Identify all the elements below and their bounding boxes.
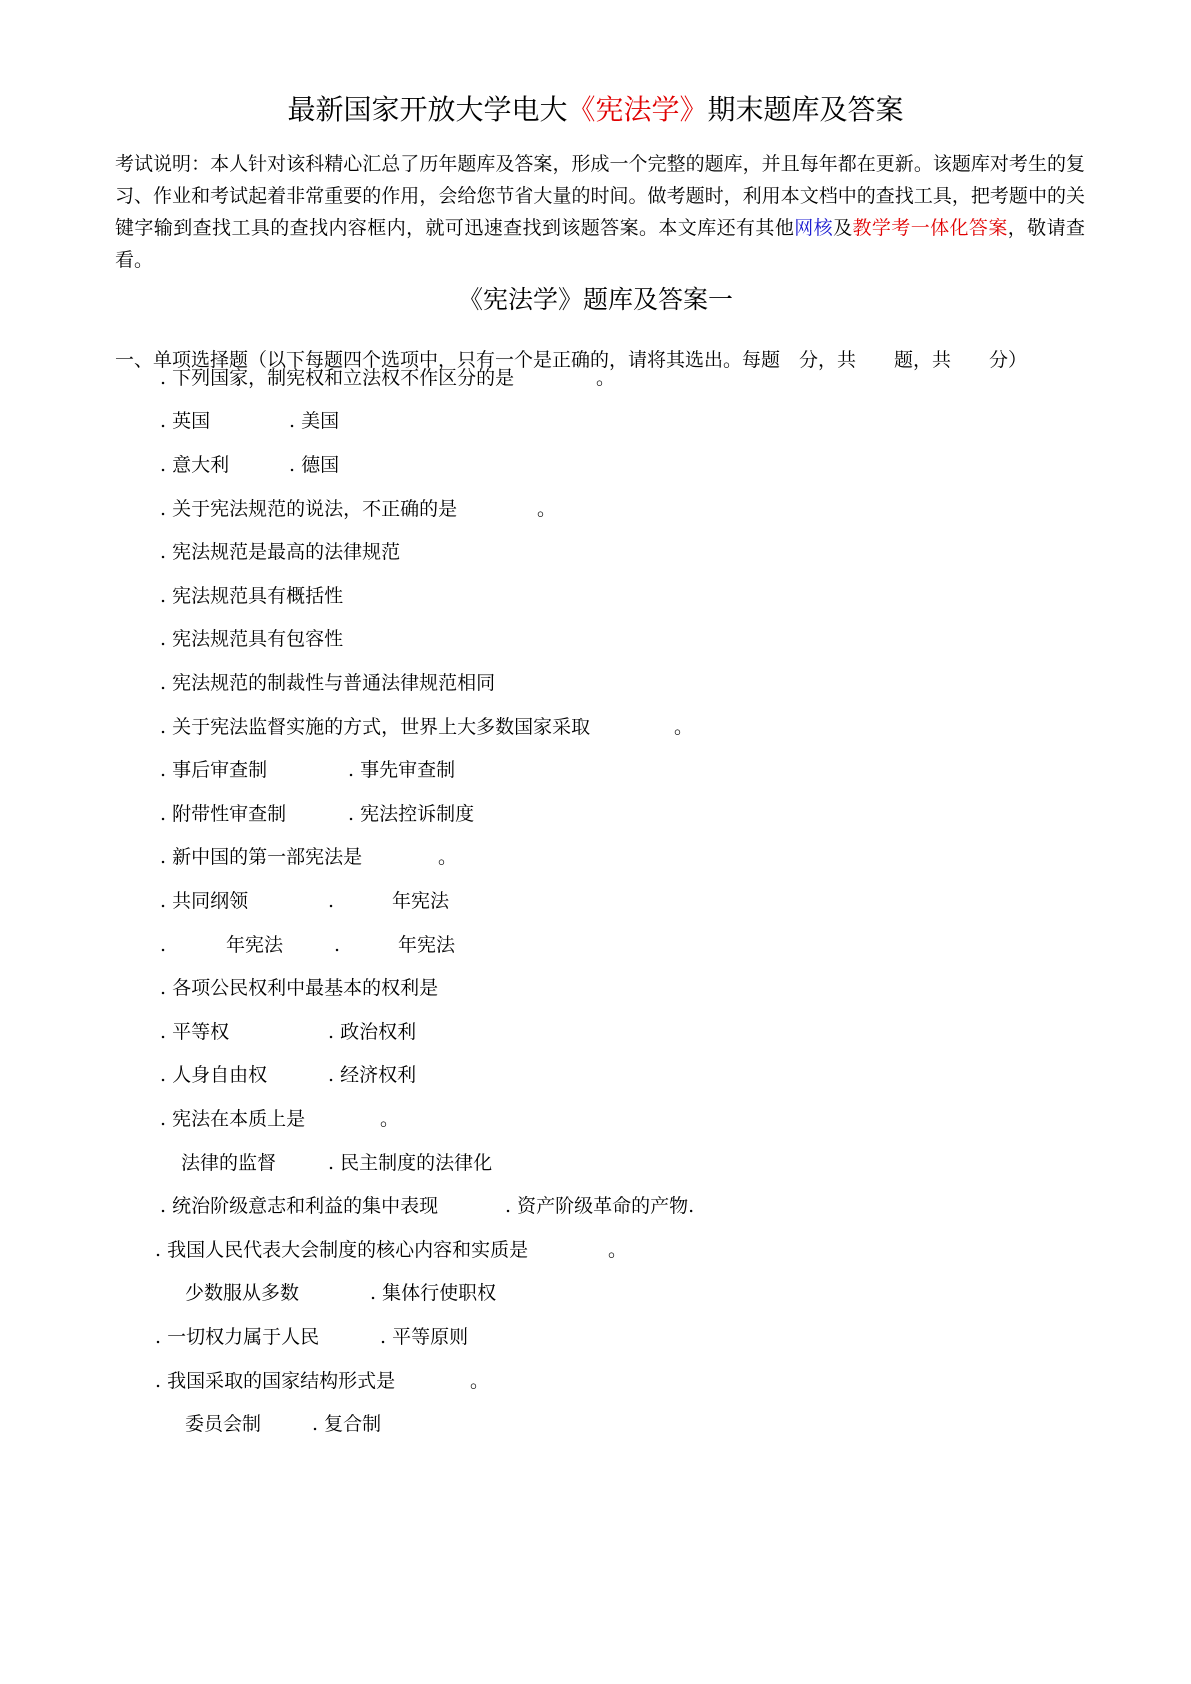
option-c: 年宪法 xyxy=(226,934,284,956)
option-a: . 共同纲领 xyxy=(160,890,249,912)
option-c: . 附带性审查制 xyxy=(160,803,287,825)
option-c: . 意大利 xyxy=(160,454,230,476)
option-b-marker: . xyxy=(328,890,335,912)
option-d-marker: . xyxy=(334,934,341,956)
option-c: . 人身自由权 xyxy=(160,1064,268,1086)
link-answers[interactable]: 教学考一体化答案 xyxy=(852,217,1008,239)
question-stem: . 新中国的第一部宪法是 xyxy=(160,846,363,868)
question-stem: . 关于宪法监督实施的方式，世界上大多数国家采取 xyxy=(160,716,591,738)
option-c-marker: . xyxy=(160,934,167,956)
option-b: . 集体行使职权 xyxy=(370,1282,497,1304)
option-b: . 民主制度的法律化 xyxy=(328,1152,493,1174)
option-d: . 宪法控诉制度 xyxy=(348,803,475,825)
answer-blank: 。 xyxy=(537,498,557,520)
section-title: 《宪法学》题库及答案一 xyxy=(457,285,733,314)
question-stem: . 宪法在本质上是 xyxy=(160,1108,306,1130)
option-b: . 政治权利 xyxy=(328,1021,417,1043)
option-a: . 事后审查制 xyxy=(160,759,268,781)
answer-blank: 。 xyxy=(380,1108,400,1130)
document-title xyxy=(0,90,1191,130)
option-a: 法律的监督 xyxy=(181,1152,277,1174)
option-b: . 复合制 xyxy=(312,1413,382,1435)
instructions-text: 考试说明：本人针对该科精心汇总了历年题库及答案，形成一个完整的题库，并且每年都在更新。该题库对考生的复习、作业和考试起着非常重要的作用，会给您节省大量的时间。做考题时，利用本文档中的查找工具，把考题中的关键字输到查找工具的查找内容框内，就可迅速查找到该题答案。本文库还有其他 xyxy=(115,153,1085,239)
option-b: . 宪法规范具有概括性 xyxy=(160,585,344,607)
answer-blank: 。 xyxy=(674,716,694,738)
answer-blank: 。 xyxy=(438,846,458,868)
option-b: . 事先审查制 xyxy=(348,759,456,781)
option-a: . 英国 xyxy=(160,410,211,432)
section-heading: 一、单项选择题（以下每题四个选项中，只有一个是正确的，请将其选出。每题 分，共 题，共 分） xyxy=(115,349,1028,371)
title-suffix: 期末题库及答案 xyxy=(707,93,904,126)
instructions-and: 及 xyxy=(833,217,853,239)
option-d: . 德国 xyxy=(289,454,340,476)
option-a: . 宪法规范是最高的法律规范 xyxy=(160,541,401,563)
option-c: . 宪法规范具有包容性 xyxy=(160,628,344,650)
option-c: . 统治阶级意志和利益的集中表现 xyxy=(160,1195,439,1217)
question-stem: . 关于宪法规范的说法，不正确的是 xyxy=(160,498,458,520)
question-stem: . 下列国家，制宪权和立法权不作区分的是 xyxy=(160,367,515,389)
option-d: 年宪法 xyxy=(398,934,456,956)
option-d: . 资产阶级革命的产物. xyxy=(505,1195,695,1217)
option-a: 少数服从多数 xyxy=(185,1282,300,1304)
option-d: . 经济权利 xyxy=(328,1064,417,1086)
option-d: . 宪法规范的制裁性与普通法律规范相同 xyxy=(160,672,496,694)
instructions-end: ，敬请查看。 xyxy=(115,217,1085,271)
option-c: . 一切权力属于人民 xyxy=(155,1326,320,1348)
option-a: 委员会制 xyxy=(185,1413,262,1435)
link-wanghe[interactable]: 网核 xyxy=(794,217,834,239)
title-prefix: 最新国家开放大学电大 xyxy=(287,93,568,126)
answer-blank: 。 xyxy=(608,1239,628,1261)
option-b: . 美国 xyxy=(289,410,340,432)
question-stem: . 我国人民代表大会制度的核心内容和实质是 xyxy=(155,1239,529,1261)
title-course-name: 《宪法学》 xyxy=(567,93,708,126)
question-stem: . 各项公民权利中最基本的权利是 xyxy=(160,977,439,999)
question-stem: . 我国采取的国家结构形式是 xyxy=(155,1370,396,1392)
option-a: . 平等权 xyxy=(160,1021,230,1043)
exam-instructions xyxy=(115,148,1085,276)
option-b: 年宪法 xyxy=(392,890,450,912)
answer-blank: 。 xyxy=(596,367,616,389)
answer-blank: 。 xyxy=(470,1370,490,1392)
option-d: . 平等原则 xyxy=(380,1326,469,1348)
